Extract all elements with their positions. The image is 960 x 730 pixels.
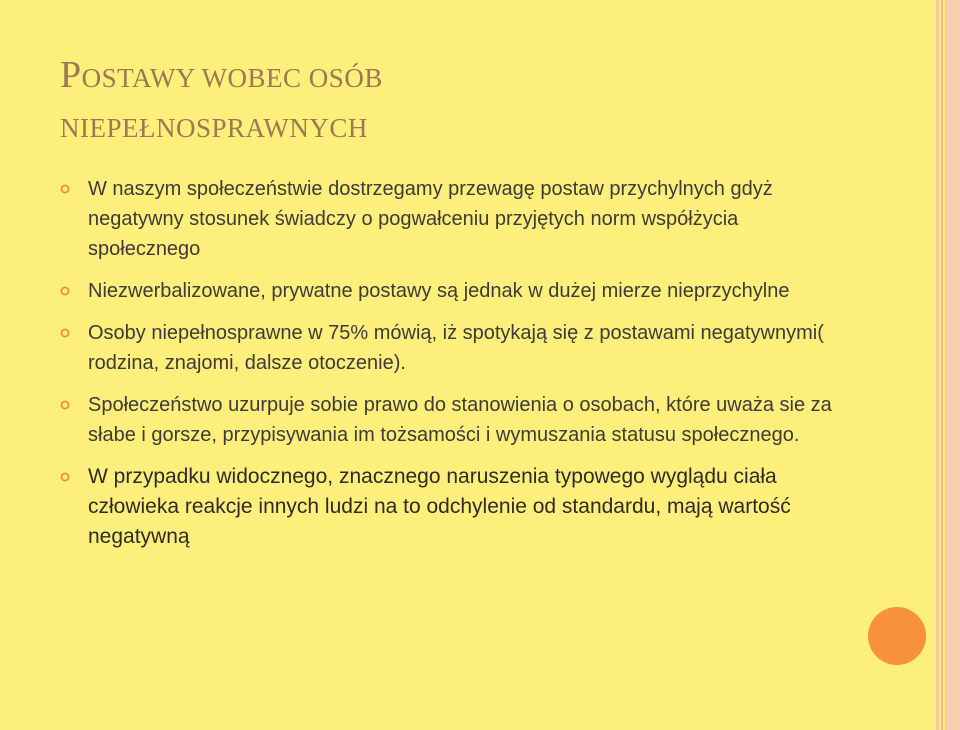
list-item xyxy=(60,390,850,450)
ring-bullet-icon xyxy=(60,472,70,482)
bullet-text: W przypadku widocznego, znacznego naruszenia typowego wyglądu ciała człowieka reakcje innych ludzi na to odchylenie od standardu, mają wartość negatywną xyxy=(88,465,791,548)
title-line-1: POSTAWY WOBEC OSÓB xyxy=(60,54,383,96)
bullet-text: Osoby niepełnosprawne w 75% mówią, iż spotykają się z postawami negatywnymi( rodzina, znajomi, dalsze otoczenie). xyxy=(88,322,824,374)
decorative-circle xyxy=(868,607,926,665)
bullet-text: W naszym społeczeństwie dostrzegamy przewagę postaw przychylnych gdyż negatywny stosunek świadczy o pogwałceniu przyjętych norm współżycia społecznego xyxy=(88,178,773,260)
slide-title xyxy=(60,50,900,153)
title-line-2: NIEPEŁNOSPRAWNYCH xyxy=(60,113,368,143)
ring-bullet-icon xyxy=(60,328,70,338)
bullet-list xyxy=(60,174,850,564)
right-border-stripe xyxy=(941,0,943,730)
bullet-text: Niezwerbalizowane, prywatne postawy są jednak w dużej mierze nieprzychylne xyxy=(88,280,790,302)
ring-bullet-icon xyxy=(60,400,70,410)
right-border-stripe xyxy=(936,0,939,730)
right-border-stripe xyxy=(945,0,960,730)
list-item xyxy=(60,174,850,264)
ring-bullet-icon xyxy=(60,184,70,194)
ring-bullet-icon xyxy=(60,286,70,296)
bullet-text: Społeczeństwo uzurpuje sobie prawo do stanowienia o osobach, które uważa sie za słabe i gorsze, przypisywania im tożsamości i wymuszania statusu społecznego. xyxy=(88,394,832,446)
list-item xyxy=(60,318,850,378)
list-item xyxy=(60,462,850,552)
list-item xyxy=(60,276,850,306)
